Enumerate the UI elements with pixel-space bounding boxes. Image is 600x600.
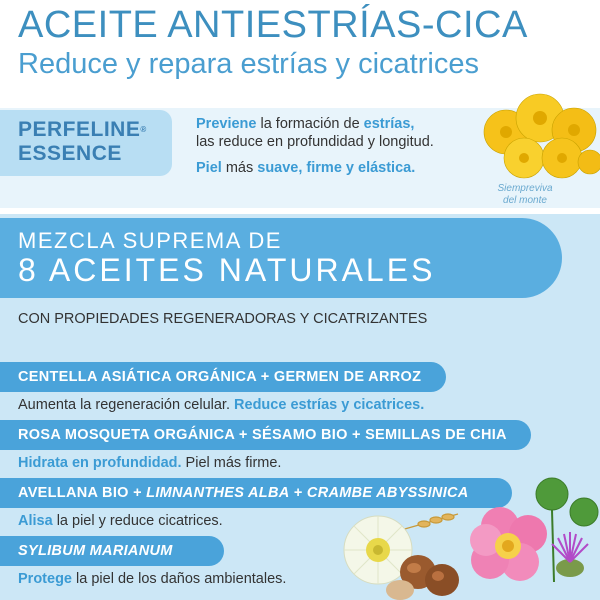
brand-name	[18, 118, 147, 166]
ingredient-desc-1	[18, 397, 424, 413]
ingredient-pill-3-a: AVELLANA BIO +	[18, 485, 147, 501]
ingredient-desc-1-highlight: Reduce estrías y cicatrices.	[234, 397, 425, 413]
desc-highlight-estrias: estrías,	[363, 116, 415, 132]
description-paragraph-1	[196, 115, 434, 151]
description-paragraph-2	[196, 160, 415, 176]
yellow-flower-illustration	[478, 92, 600, 184]
brand-line-1: PERFELINE	[18, 118, 141, 141]
page-title: ACEITE ANTIESTRÍAS-CICA	[18, 4, 528, 46]
flower-caption-line-2: del monte	[503, 195, 547, 206]
ingredient-desc-4	[18, 571, 286, 587]
ingredient-desc-1-text: Aumenta la regeneración celular.	[18, 397, 235, 413]
ingredient-desc-3	[18, 513, 223, 529]
ingredient-desc-2	[18, 455, 281, 471]
mix-heading-line-2: 8 ACEITES NATURALES	[18, 252, 436, 288]
desc-highlight-suave: suave, firme y elástica.	[257, 160, 416, 176]
flower-caption	[492, 183, 558, 207]
botanical-illustration	[338, 472, 600, 600]
desc-highlight-previene: Previene	[196, 116, 257, 132]
ingredient-pill-3-b: LIMNANTHES ALBA	[146, 485, 290, 501]
desc-text-2: las reduce en profundidad y longitud.	[196, 134, 434, 150]
ingredient-pill-3-d: CRAMBE ABYSSINICA	[306, 485, 469, 501]
ingredient-pill-4	[0, 536, 224, 566]
registered-mark: ®	[140, 125, 147, 134]
ingredient-pill-1: CENTELLA ASIÁTICA ORGÁNICA + GERMEN DE ARROZ	[0, 362, 446, 392]
ingredient-pill-3-c: +	[289, 485, 307, 501]
ingredient-desc-4-highlight: Protege	[18, 571, 72, 587]
flower-caption-line-1: Siempreviva	[497, 183, 553, 194]
ingredient-desc-3-highlight: Alisa	[18, 513, 53, 529]
ingredient-desc-2-highlight: Hidrata en profundidad.	[18, 455, 182, 471]
brand-line-2: ESSENCE	[18, 142, 122, 165]
thistle-flower-icon	[552, 532, 588, 577]
desc-highlight-piel: Piel	[196, 160, 222, 176]
ingredient-pill-2: ROSA MOSQUETA ORGÁNICA + SÉSAMO BIO + SEMILLAS DE CHIA	[0, 420, 531, 450]
page-subtitle: Reduce y repara estrías y cicatrices	[18, 48, 479, 80]
pink-rose-icon	[470, 507, 547, 581]
ingredient-desc-2-text: Piel más firme.	[181, 455, 282, 471]
ingredient-desc-3-text: la piel y reduce cicatrices.	[52, 513, 223, 529]
desc-text: la formación de	[256, 116, 364, 132]
ingredient-desc-4-text: la piel de los daños ambientales.	[72, 571, 287, 587]
ingredient-pill-4-name: SYLIBUM MARIANUM	[18, 543, 173, 559]
properties-text: CON PROPIEDADES REGENERADORAS Y CICATRIZANTES	[18, 311, 428, 327]
mix-heading-line-1: MEZCLA SUPREMA DE	[18, 228, 282, 253]
desc-text-3: más	[221, 160, 258, 176]
